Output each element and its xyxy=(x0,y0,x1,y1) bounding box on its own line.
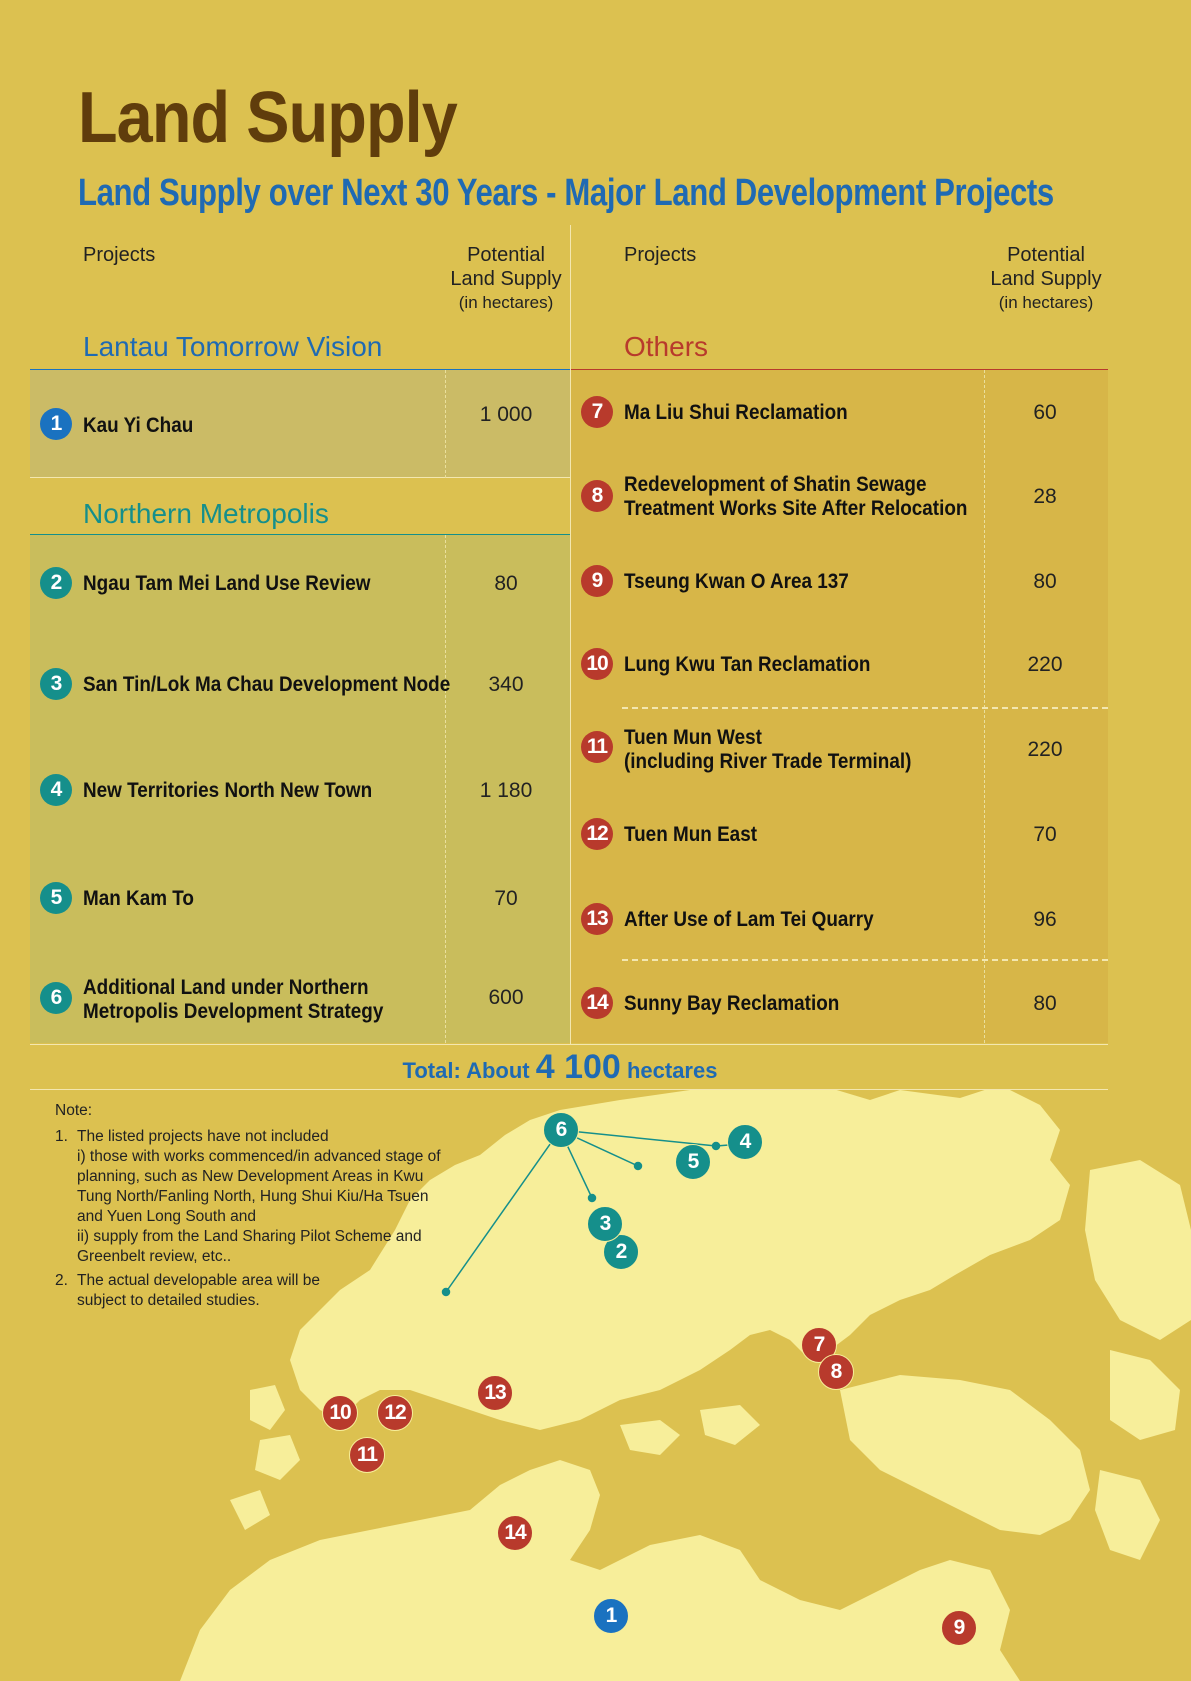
project-value: 340 xyxy=(488,673,524,696)
note-2-line: subject to detailed studies. xyxy=(77,1292,260,1309)
map-marker-2: 2 xyxy=(603,1234,639,1270)
project-badge: 13 xyxy=(581,903,613,935)
map-marker-8: 8 xyxy=(818,1354,854,1390)
row-separator-1 xyxy=(622,707,1108,709)
project-value: 80 xyxy=(1033,570,1057,593)
project-badge: 6 xyxy=(40,982,72,1014)
project-name-line2: Metropolis Development Strategy xyxy=(83,1000,384,1023)
project-name: Ma Liu Shui Reclamation xyxy=(624,401,848,424)
notes xyxy=(55,1101,475,1311)
project-value: 600 xyxy=(488,986,524,1009)
project-badge: 7 xyxy=(581,396,613,428)
table-bottom-line xyxy=(30,1044,1108,1045)
note-2 xyxy=(55,1271,475,1311)
note-1-line: planning, such as New Development Areas in Kwu xyxy=(77,1168,424,1185)
page-subtitle: Land Supply over Next 30 Years - Major Land Development Projects xyxy=(78,172,1054,214)
note-1 xyxy=(55,1127,475,1267)
page-title: Land Supply xyxy=(78,78,457,158)
project-value: 70 xyxy=(1033,823,1057,846)
lantau-underline xyxy=(30,369,570,370)
row-separator-2 xyxy=(622,959,1108,961)
note-1-number: 1. xyxy=(55,1128,68,1145)
note-2-number: 2. xyxy=(55,1272,68,1289)
project-value: 80 xyxy=(494,572,518,595)
map-marker-4: 4 xyxy=(727,1124,763,1160)
project-badge: 8 xyxy=(581,480,613,512)
center-divider xyxy=(570,225,571,1045)
project-name: Ngau Tam Mei Land Use Review xyxy=(83,572,371,595)
map-marker-6: 6 xyxy=(543,1112,579,1148)
project-value: 96 xyxy=(1033,908,1057,931)
col-supply-right xyxy=(980,243,1112,315)
note-1-line: i) those with works commenced/in advanced stage of xyxy=(77,1148,441,1165)
total-line xyxy=(0,1048,1120,1087)
project-name: Lung Kwu Tan Reclamation xyxy=(624,653,871,676)
map-marker-13: 13 xyxy=(477,1375,513,1411)
col-supply-line1: Potential xyxy=(467,244,545,266)
category-others: Others xyxy=(624,331,709,362)
map-marker-10: 10 xyxy=(322,1395,358,1431)
map-marker-12: 12 xyxy=(377,1395,413,1431)
project-value: 220 xyxy=(1027,738,1063,761)
project-badge: 12 xyxy=(581,818,613,850)
col-supply-line2: Land Supply xyxy=(450,268,562,290)
project-name: Redevelopment of Shatin Sewage xyxy=(624,473,927,496)
project-name-line2: (including River Trade Terminal) xyxy=(624,750,912,773)
col-projects-right: Projects xyxy=(624,244,697,266)
project-value: 60 xyxy=(1033,401,1057,424)
map-marker-9: 9 xyxy=(941,1610,977,1646)
project-value: 70 xyxy=(494,887,518,910)
note-1-line: Tung North/Fanling North, Hung Shui Kiu/Ha Tsuen xyxy=(77,1188,429,1205)
project-badge: 3 xyxy=(40,668,72,700)
project-name: Tuen Mun East xyxy=(624,823,758,846)
project-badge: 2 xyxy=(40,567,72,599)
project-name: Kau Yi Chau xyxy=(83,414,194,437)
others-underline xyxy=(571,369,1108,370)
project-value: 1 180 xyxy=(479,779,533,802)
project-name-line2: Treatment Works Site After Relocation xyxy=(624,497,968,520)
col-supply-left xyxy=(440,243,572,315)
notes-heading: Note: xyxy=(55,1102,93,1119)
project-value: 80 xyxy=(1033,992,1057,1015)
project-name: Additional Land under Northern xyxy=(83,976,369,999)
category-northern: Northern Metropolis xyxy=(83,498,329,529)
project-value: 220 xyxy=(1027,653,1063,676)
project-badge: 1 xyxy=(40,408,72,440)
category-lantau: Lantau Tomorrow Vision xyxy=(83,331,383,362)
project-name: After Use of Lam Tei Quarry xyxy=(624,908,874,931)
project-value: 28 xyxy=(1033,485,1057,508)
project-name: San Tin/Lok Ma Chau Development Node xyxy=(83,673,451,696)
col-supply-line1: Potential xyxy=(1007,244,1085,266)
project-badge: 5 xyxy=(40,882,72,914)
note-1-line: ii) supply from the Land Sharing Pilot Scheme and xyxy=(77,1228,422,1245)
project-value: 1 000 xyxy=(479,403,533,426)
northern-underline xyxy=(30,534,570,535)
map-marker-7: 7 xyxy=(801,1327,837,1363)
project-name: New Territories North New Town xyxy=(83,779,373,802)
map-marker-1: 1 xyxy=(593,1598,629,1634)
project-badge: 11 xyxy=(581,731,613,763)
project-name: Tuen Mun West xyxy=(624,726,762,749)
note-1-line: The listed projects have not included xyxy=(77,1128,329,1145)
total-unit: hectares xyxy=(626,1058,718,1083)
total-prefix: Total: About xyxy=(402,1058,530,1083)
note-2-line: The actual developable area will be xyxy=(77,1272,320,1289)
lantau-bottom-line xyxy=(30,477,570,478)
total-value: 4 100 xyxy=(535,1048,621,1086)
col-supply-unit: (in hectares) xyxy=(458,293,554,312)
col-projects-left: Projects xyxy=(83,244,156,266)
col-supply-line2: Land Supply xyxy=(990,268,1102,290)
project-name: Man Kam To xyxy=(83,887,194,910)
project-badge: 10 xyxy=(581,648,613,680)
col-supply-unit: (in hectares) xyxy=(998,293,1094,312)
map-marker-14: 14 xyxy=(497,1515,533,1551)
note-1-line: Greenbelt review, etc.. xyxy=(77,1248,232,1265)
map-marker-3: 3 xyxy=(587,1206,623,1242)
project-badge: 14 xyxy=(581,987,613,1019)
map-marker-5: 5 xyxy=(675,1144,711,1180)
project-name: Tseung Kwan O Area 137 xyxy=(624,570,849,593)
note-1-line: and Yuen Long South and xyxy=(77,1208,256,1225)
project-badge: 4 xyxy=(40,774,72,806)
project-name: Sunny Bay Reclamation xyxy=(624,992,840,1015)
map-marker-11: 11 xyxy=(349,1437,385,1473)
project-badge: 9 xyxy=(581,565,613,597)
